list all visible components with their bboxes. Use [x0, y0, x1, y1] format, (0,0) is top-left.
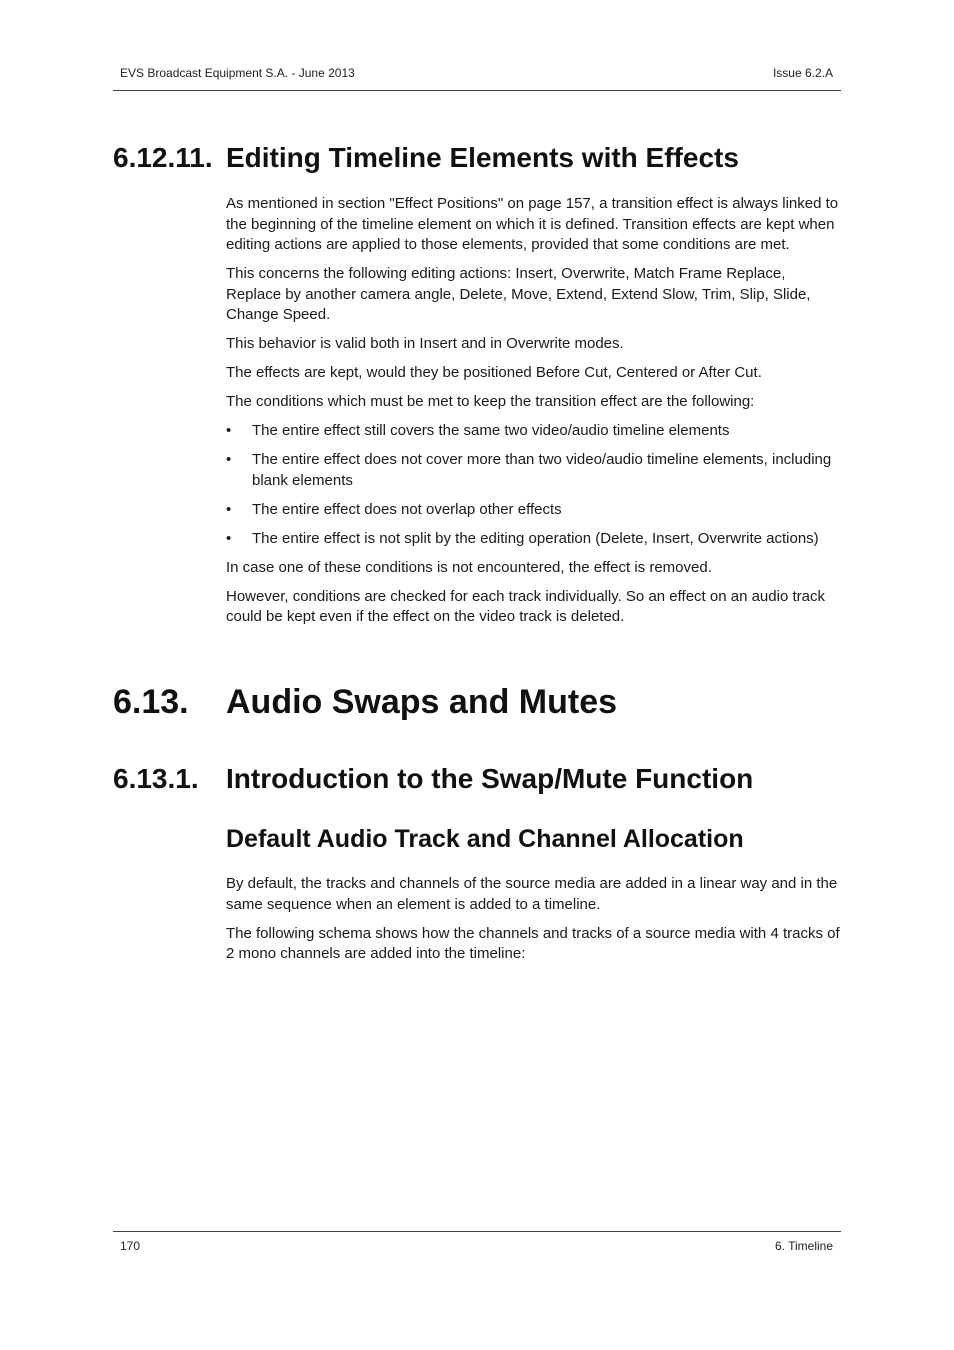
paragraph: This concerns the following editing actions: Insert, Overwrite, Match Frame Replace, Replace by another camera angle, Delete, Move, Extend, Extend Slow, Trim, Slip, Slide, Change Speed.: [226, 265, 811, 323]
paragraph: In case one of these conditions is not encountered, the effect is removed.: [226, 558, 712, 576]
header-publisher: EVS Broadcast Equipment S.A. - June 2013: [120, 66, 355, 80]
section-title: Editing Timeline Elements with Effects: [226, 142, 739, 173]
conditions-list: [226, 421, 842, 549]
list-item-text: The entire effect does not overlap other effects: [252, 500, 562, 518]
list-item: [226, 500, 842, 521]
paragraph: The effects are kept, would they be positioned Before Cut, Centered or After Cut.: [226, 364, 762, 381]
bullet-icon: •: [226, 422, 232, 439]
header-issue: Issue 6.2.A: [772, 66, 833, 80]
page-header: [113, 66, 841, 91]
page-footer: [113, 1231, 841, 1253]
list-item-text: The entire effect does not cover more than two video/audio timeline elements, including blank elements: [252, 451, 832, 489]
subheading: Default Audio Track and Channel Allocation: [226, 825, 744, 853]
paragraph: However, conditions are checked for each track individually. So an effect on an audio track could be kept even if the effect on the video track is deleted.: [226, 587, 825, 625]
paragraph: As mentioned in section "Effect Positions" on page 157, a transition effect is always linked to the beginning of the timeline element on which it is defined. Transition effects are kept when editing actions are applied to those elements, provided that some conditions are met.: [226, 195, 839, 253]
bullet-icon: •: [226, 451, 232, 468]
paragraph: The following schema shows how the channels and tracks of a source media with 4 tracks of 2 mono channels are added into the timeline:: [226, 924, 840, 962]
section-title: Introduction to the Swap/Mute Function: [226, 763, 754, 794]
list-item-text: The entire effect is not split by the editing operation (Delete, Insert, Overwrite actions): [252, 529, 819, 547]
bullet-icon: •: [226, 529, 232, 547]
list-item-text: The entire effect still covers the same two video/audio timeline elements: [252, 422, 730, 439]
list-item: [226, 421, 842, 442]
section-number: 6.13.1.: [113, 763, 199, 794]
chapter-name: 6. Timeline: [774, 1239, 833, 1253]
section-number: 6.13.: [113, 683, 189, 721]
bullet-icon: •: [226, 500, 232, 518]
list-item: [226, 529, 842, 550]
paragraph: This behavior is valid both in Insert and in Overwrite modes.: [226, 335, 624, 352]
page-number: 170: [120, 1239, 141, 1253]
section-body-6-13-1: [226, 874, 842, 973]
section-title: Audio Swaps and Mutes: [226, 683, 618, 721]
list-item: [226, 450, 842, 491]
paragraph: By default, the tracks and channels of the source media are added in a linear way and in the same sequence when an element is added to a timeline.: [226, 875, 838, 913]
section-body-6-12-11: [226, 194, 842, 636]
section-number: 6.12.11.: [113, 142, 213, 173]
paragraph: The conditions which must be met to keep the transition effect are the following:: [226, 393, 755, 410]
